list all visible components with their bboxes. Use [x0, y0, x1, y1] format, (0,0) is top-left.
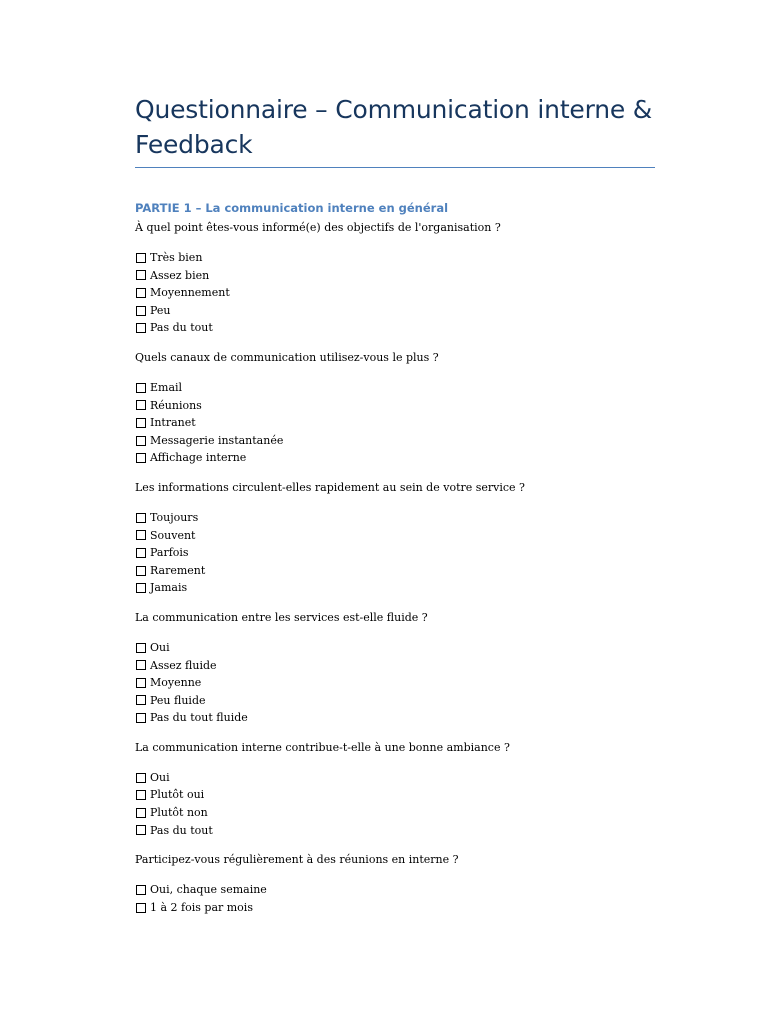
checkbox-icon[interactable]: [136, 288, 146, 298]
option-checkbox[interactable]: [135, 579, 655, 597]
option-list: [135, 509, 655, 597]
option-checkbox[interactable]: [135, 899, 655, 917]
option-label: Moyennement: [150, 286, 230, 300]
option-checkbox[interactable]: [135, 786, 655, 804]
checkbox-icon[interactable]: [136, 678, 146, 688]
option-label: Affichage interne: [150, 451, 247, 465]
checkbox-icon[interactable]: [136, 790, 146, 800]
option-label: Parfois: [150, 546, 189, 560]
checkbox-icon[interactable]: [136, 253, 146, 263]
checkbox-icon[interactable]: [136, 583, 146, 593]
option-checkbox[interactable]: [135, 397, 655, 415]
option-label: Souvent: [150, 528, 196, 542]
option-checkbox[interactable]: [135, 509, 655, 527]
option-label: Email: [150, 380, 183, 394]
option-checkbox[interactable]: [135, 432, 655, 450]
checkbox-icon[interactable]: [136, 383, 146, 393]
option-checkbox[interactable]: [135, 639, 655, 657]
question-block: [135, 349, 655, 467]
checkbox-icon[interactable]: [136, 773, 146, 783]
checkbox-icon[interactable]: [136, 270, 146, 280]
option-checkbox[interactable]: [135, 249, 655, 267]
checkbox-icon[interactable]: [136, 400, 146, 410]
option-label: 1 à 2 fois par mois: [150, 900, 253, 914]
option-label: Assez fluide: [150, 658, 217, 672]
question-block: [135, 851, 655, 916]
question-text: Les informations circulent-elles rapidement au sein de votre service ?: [135, 480, 525, 494]
option-list: [135, 639, 655, 727]
option-label: Assez bien: [150, 268, 210, 282]
option-checkbox[interactable]: [135, 544, 655, 562]
question-text: La communication interne contribue-t-elle à une bonne ambiance ?: [135, 740, 510, 754]
question-text: À quel point êtes-vous informé(e) des objectifs de l'organisation ?: [135, 221, 501, 234]
checkbox-icon[interactable]: [136, 530, 146, 540]
question-block: [135, 219, 655, 337]
page-title: Questionnaire – Communication interne & Feedback: [135, 95, 653, 159]
option-label: Toujours: [150, 510, 199, 524]
option-checkbox[interactable]: [135, 822, 655, 840]
question-block: [135, 739, 655, 839]
option-list: [135, 379, 655, 467]
question-text: Participez-vous régulièrement à des réunions en interne ?: [135, 853, 459, 867]
checkbox-icon[interactable]: [136, 453, 146, 463]
option-checkbox[interactable]: [135, 319, 655, 337]
option-list: [135, 881, 655, 916]
option-label: Peu fluide: [150, 693, 206, 707]
option-checkbox[interactable]: [135, 674, 655, 692]
checkbox-icon[interactable]: [136, 306, 146, 316]
option-label: Intranet: [150, 416, 196, 430]
option-label: Oui, chaque semaine: [150, 883, 267, 897]
question-text: Quels canaux de communication utilisez-vous le plus ?: [135, 350, 439, 364]
option-checkbox[interactable]: [135, 302, 655, 320]
option-checkbox[interactable]: [135, 769, 655, 787]
option-label: Peu: [150, 303, 171, 317]
checkbox-icon[interactable]: [136, 903, 146, 913]
option-label: Très bien: [150, 251, 203, 264]
option-label: Moyenne: [150, 676, 202, 690]
option-checkbox[interactable]: [135, 709, 655, 727]
option-label: Rarement: [150, 563, 206, 577]
option-checkbox[interactable]: [135, 267, 655, 285]
option-checkbox[interactable]: [135, 414, 655, 432]
option-list: [135, 249, 655, 337]
option-checkbox[interactable]: [135, 284, 655, 302]
option-list: [135, 769, 655, 839]
option-label: Messagerie instantanée: [150, 433, 284, 447]
option-checkbox[interactable]: [135, 881, 655, 899]
checkbox-icon[interactable]: [136, 513, 146, 523]
option-label: Pas du tout fluide: [150, 711, 248, 725]
option-label: Oui: [150, 640, 170, 654]
option-checkbox[interactable]: [135, 449, 655, 467]
section-heading: PARTIE 1 – La communication interne en général: [135, 201, 449, 215]
option-label: Plutôt oui: [150, 788, 205, 802]
checkbox-icon[interactable]: [136, 808, 146, 818]
checkbox-icon[interactable]: [136, 436, 146, 446]
checkbox-icon[interactable]: [136, 323, 146, 333]
checkbox-icon[interactable]: [136, 418, 146, 428]
checkbox-icon[interactable]: [136, 548, 146, 558]
checkbox-icon[interactable]: [136, 713, 146, 723]
checkbox-icon[interactable]: [136, 695, 146, 705]
option-label: Oui: [150, 770, 170, 784]
option-label: Réunions: [150, 398, 202, 412]
checkbox-icon[interactable]: [136, 825, 146, 835]
option-checkbox[interactable]: [135, 562, 655, 580]
option-label: Pas du tout: [150, 321, 213, 335]
option-checkbox[interactable]: [135, 527, 655, 545]
question-text: La communication entre les services est-elle fluide ?: [135, 610, 428, 624]
option-checkbox[interactable]: [135, 804, 655, 822]
questionnaire-body: [135, 199, 655, 928]
checkbox-icon[interactable]: [136, 566, 146, 576]
option-label: Jamais: [150, 581, 188, 595]
checkbox-icon[interactable]: [136, 643, 146, 653]
question-block: [135, 479, 655, 597]
checkbox-icon[interactable]: [136, 885, 146, 895]
question-block: [135, 609, 655, 727]
option-label: Plutôt non: [150, 806, 208, 820]
option-label: Pas du tout: [150, 823, 213, 837]
title-underline: [135, 167, 655, 168]
checkbox-icon[interactable]: [136, 660, 146, 670]
option-checkbox[interactable]: [135, 692, 655, 710]
option-checkbox[interactable]: [135, 379, 655, 397]
option-checkbox[interactable]: [135, 657, 655, 675]
